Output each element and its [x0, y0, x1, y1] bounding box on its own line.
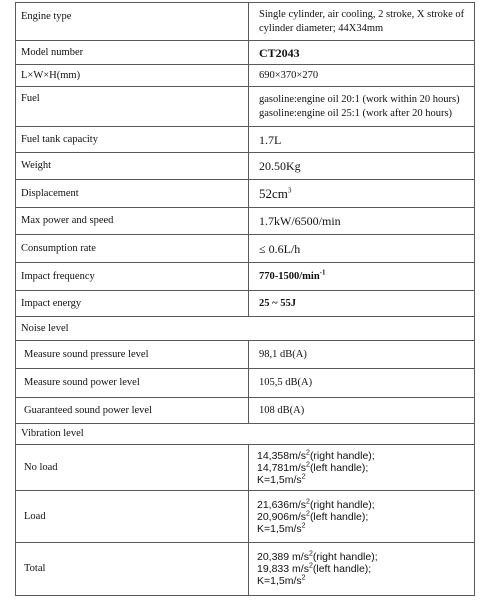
- displacement-value: 52cm: [259, 185, 288, 201]
- vibration-row: [16, 491, 475, 543]
- spec-label: Impact frequency: [16, 263, 249, 291]
- fuel-line-1: gasoline:engine oil 20:1 (work within 20 hours): [259, 93, 460, 105]
- spec-value: [249, 180, 475, 208]
- noise-heading-row: [16, 317, 475, 341]
- spec-row-model-number: [16, 41, 475, 65]
- spec-value: [249, 263, 475, 291]
- vibration-k: K=1,5m/s: [257, 522, 302, 535]
- vibration-row: [16, 445, 475, 491]
- vibration-left: 19,833 m/s: [257, 563, 309, 575]
- vibration-row: [16, 543, 475, 596]
- spec-row-fuel-tank: [16, 127, 475, 153]
- spec-label: Fuel tank capacity: [16, 127, 249, 153]
- vibration-values: $21,636m/s^2(right$ handle); $20,906m/s^2(left$ handle); $K=1,5m/s^2$: [249, 491, 475, 543]
- spec-row-engine-type: [16, 3, 475, 41]
- spec-row-displacement: [16, 180, 475, 208]
- spec-value: CT2043: [249, 41, 475, 65]
- spec-value: 20.50Kg: [249, 153, 475, 180]
- noise-row: [16, 369, 475, 398]
- spec-row-dimensions: [16, 65, 475, 87]
- vibration-label: No load: [16, 445, 249, 491]
- noise-label: Measure sound pressure level: [16, 341, 249, 369]
- spec-row-impact-energy: [16, 291, 475, 317]
- spec-row-impact-frequency: [16, 263, 475, 291]
- spec-value: 1.7L: [249, 127, 475, 153]
- noise-heading: Noise level: [16, 317, 475, 341]
- vibration-right: 14,358m/s: [257, 449, 307, 462]
- noise-value: 105,5 dB(A): [249, 369, 475, 398]
- vibration-k: K=1,5m/s: [257, 473, 302, 486]
- spec-value: ≤ 0.6L/h: [249, 235, 475, 263]
- spec-label: Model number: [16, 41, 249, 65]
- spec-value: 1.7kW/6500/min: [249, 208, 475, 235]
- impact-frequency-exponent: -1: [319, 268, 326, 276]
- spec-label: Impact energy: [16, 291, 249, 317]
- vibration-label: Total: [16, 543, 249, 596]
- vibration-k: K=1,5m/s: [257, 575, 302, 587]
- spec-value: [249, 87, 475, 127]
- vibration-left: 14,781m/s: [257, 461, 307, 474]
- spec-row-consumption: [16, 235, 475, 263]
- spec-label: Weight: [16, 153, 249, 180]
- noise-label: Guaranteed sound power level: [16, 398, 249, 424]
- spec-label: Displacement: [16, 180, 249, 208]
- spec-label: Fuel: [16, 87, 249, 127]
- spec-row-weight: [16, 153, 475, 180]
- spec-label: L×W×H(mm): [16, 65, 249, 87]
- vibration-values: $14,358m/s^2(right$ handle); $14,781m/s^2(left$ handle); $K=1,5m/s^2$: [249, 445, 475, 491]
- vibration-right: 21,636m/s: [257, 498, 307, 511]
- spec-label: Consumption rate: [16, 235, 249, 263]
- noise-value: 108 dB(A): [249, 398, 475, 424]
- vibration-label: Load: [16, 491, 249, 543]
- vibration-left: 20,906m/s: [257, 510, 307, 523]
- impact-frequency-value: 770-1500/min: [259, 270, 320, 282]
- spec-label: Max power and speed: [16, 208, 249, 235]
- noise-value: 98,1 dB(A): [249, 341, 475, 369]
- vibration-heading: Vibration level: [16, 424, 475, 445]
- noise-row: [16, 341, 475, 369]
- noise-label: Measure sound power level: [16, 369, 249, 398]
- spec-label: Engine type: [16, 3, 249, 41]
- specification-table: [15, 2, 475, 596]
- spec-row-max-power: [16, 208, 475, 235]
- vibration-heading-row: [16, 424, 475, 445]
- vibration-values: 20,389 $m/s^2(right$ handle); 19,833 $m/s^2(left$ handle); $K=1,5m/s^2$: [249, 543, 475, 596]
- spec-value: 25 ~ 55J: [249, 291, 475, 317]
- noise-row: [16, 398, 475, 424]
- spec-value: 690×370×270: [249, 65, 475, 87]
- vibration-right: 20,389 m/s: [257, 551, 309, 563]
- spec-row-fuel: [16, 87, 475, 127]
- spec-value: Single cylinder, air cooling, 2 stroke, X stroke of cylinder diameter; 44X34mm: [249, 3, 475, 41]
- displacement-exponent: 3: [287, 186, 292, 195]
- fuel-line-2: gasoline:engine oil 25:1 (work after 20 hours): [259, 107, 453, 119]
